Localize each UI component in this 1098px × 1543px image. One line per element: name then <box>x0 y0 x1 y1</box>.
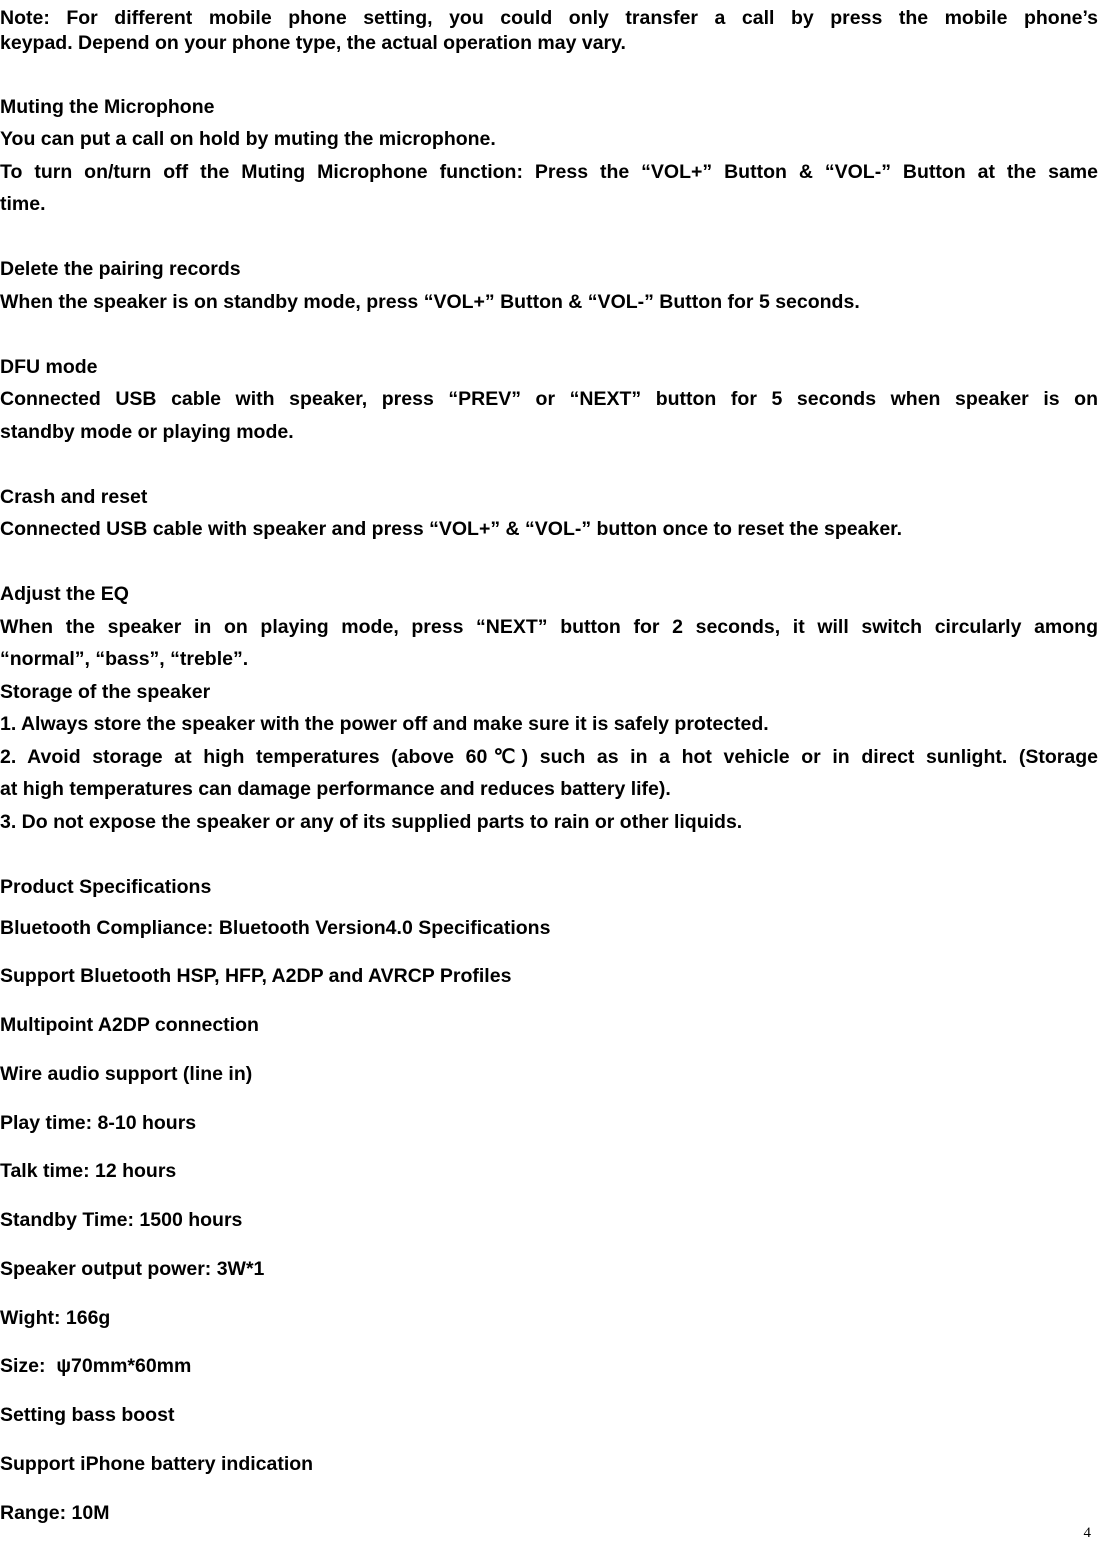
delete-pairing-heading: Delete the pairing records <box>0 258 241 280</box>
spec-item: Support Bluetooth HSP, HFP, A2DP and AVRCP Profiles <box>0 965 512 987</box>
spec-item: Support iPhone battery indication <box>0 1453 314 1475</box>
storage-item-1: 1. Always store the speaker with the power off and make sure it is safely protected. <box>0 713 769 735</box>
muting-line-3: time. <box>0 193 46 215</box>
dfu-line-1: Connected USB cable with speaker, press “PREV” or “NEXT” button for 5 seconds when speaker is on <box>0 388 1098 410</box>
muting-line-1: You can put a call on hold by muting the microphone. <box>0 128 496 150</box>
spec-item: Talk time: 12 hours <box>0 1160 177 1182</box>
spec-item: Wight: 166g <box>0 1307 111 1329</box>
spec-item: Size: ψ70mm*60mm <box>0 1355 192 1377</box>
spec-item: Speaker output power: 3W*1 <box>0 1258 265 1280</box>
muting-line-2: To turn on/turn off the Muting Microphone function: Press the “VOL+” Button & “VOL-” Button at the same <box>0 161 1098 183</box>
spec-item: Standby Time: 1500 hours <box>0 1209 243 1231</box>
spec-item: Multipoint A2DP connection <box>0 1014 259 1036</box>
dfu-line-2: standby mode or playing mode. <box>0 421 294 443</box>
eq-line-2: “normal”, “bass”, “treble”. <box>0 648 249 670</box>
note-line-1: Note: For different mobile phone setting, you could only transfer a call by press the mobile phone’s <box>0 7 1098 29</box>
dfu-heading: DFU mode <box>0 356 98 378</box>
storage-heading: Storage of the speaker <box>0 681 211 703</box>
spec-item: Play time: 8-10 hours <box>0 1112 197 1134</box>
storage-item-2-line-1: 2. Avoid storage at high temperatures (above 60℃) such as in a hot vehicle or in direct sunlight. (Storage <box>0 746 1098 768</box>
spec-item: Setting bass boost <box>0 1404 175 1426</box>
crash-reset-heading: Crash and reset <box>0 486 148 508</box>
storage-item-3: 3. Do not expose the speaker or any of its supplied parts to rain or other liquids. <box>0 811 743 833</box>
spec-item: Wire audio support (line in) <box>0 1063 253 1085</box>
delete-pairing-line-1: When the speaker is on standby mode, press “VOL+” Button & “VOL-” Button for 5 seconds. <box>0 291 860 313</box>
eq-line-1: When the speaker in on playing mode, press “NEXT” button for 2 seconds, it will switch circularly among <box>0 616 1098 638</box>
note-line-2: keypad. Depend on your phone type, the actual operation may vary. <box>0 32 626 54</box>
spec-item: Range: 10M <box>0 1502 110 1524</box>
spec-item: Bluetooth Compliance: Bluetooth Version4.0 Specifications <box>0 917 551 939</box>
muting-heading: Muting the Microphone <box>0 96 215 118</box>
storage-item-2-line-2: at high temperatures can damage performance and reduces battery life). <box>0 778 671 800</box>
page-number: 4 <box>1083 1525 1091 1541</box>
specs-heading: Product Specifications <box>0 876 212 898</box>
eq-heading: Adjust the EQ <box>0 583 129 605</box>
crash-reset-line-1: Connected USB cable with speaker and press “VOL+” & “VOL-” button once to reset the speaker. <box>0 518 903 540</box>
